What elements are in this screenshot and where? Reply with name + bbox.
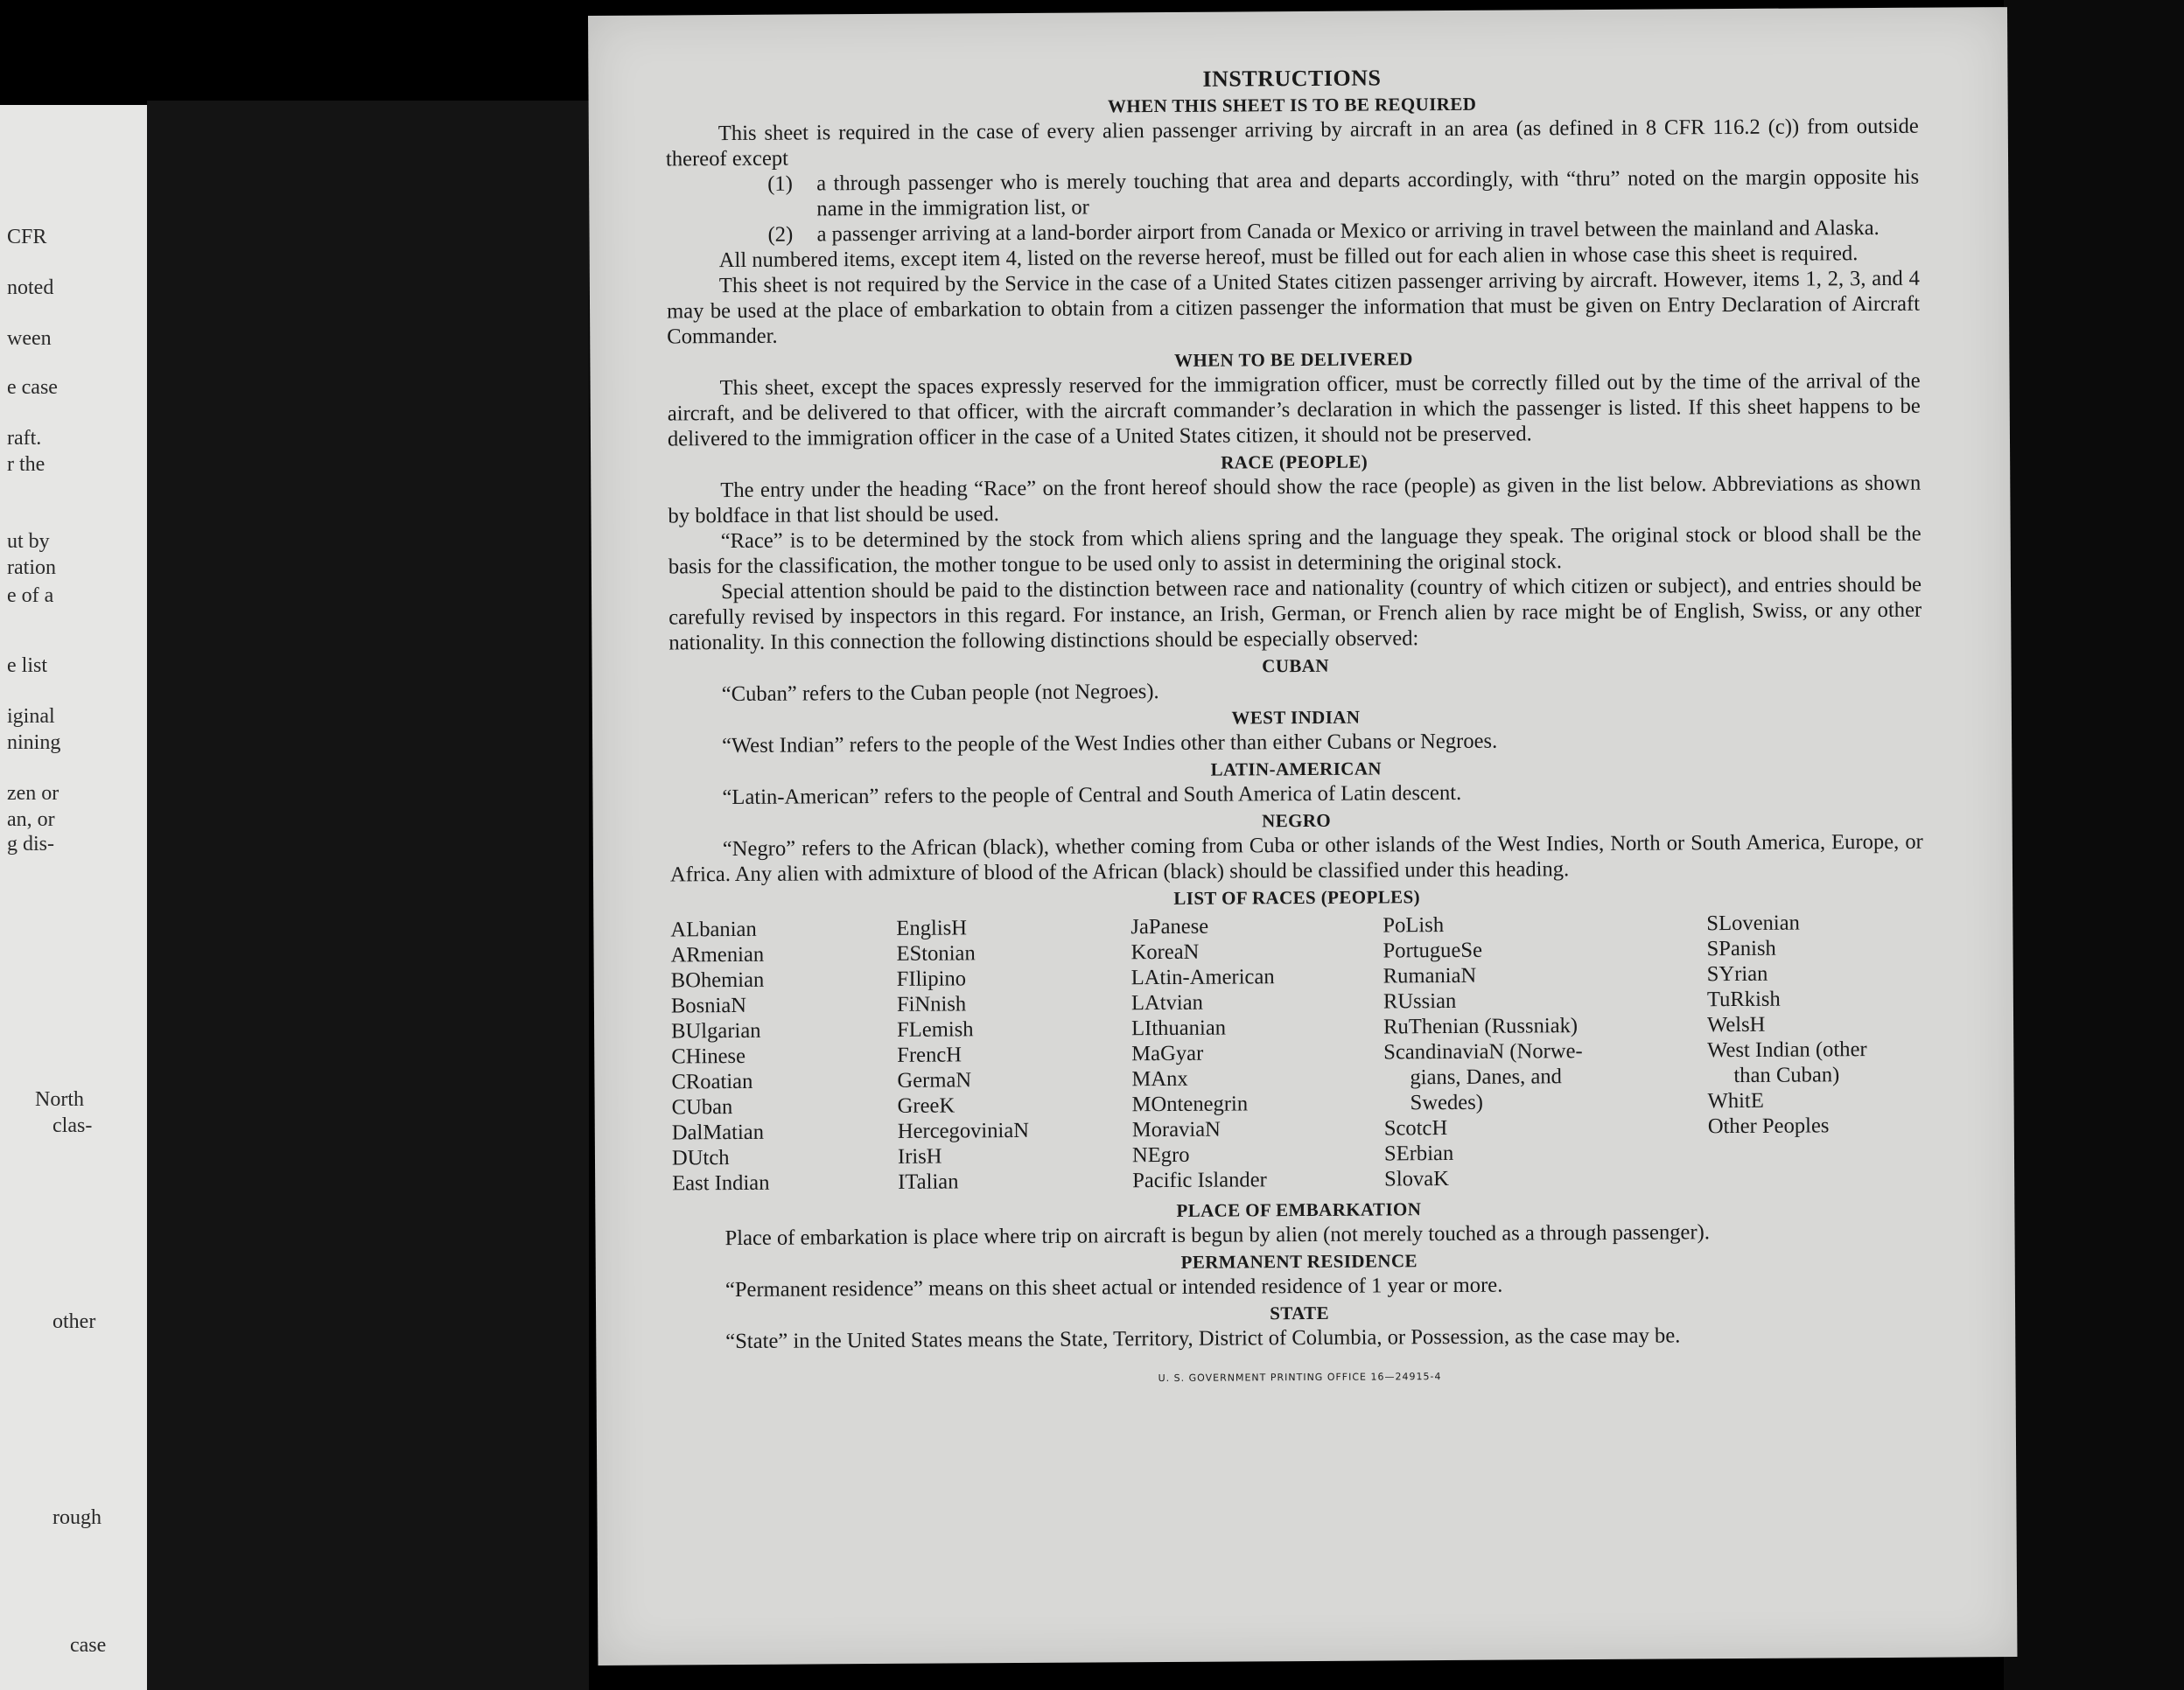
race-entry: Other Peoples	[1707, 1114, 1830, 1139]
race-entry: PoLish	[1382, 913, 1445, 938]
left-page-text-fragment: rough	[52, 1506, 102, 1529]
race-entry: West Indian (other	[1707, 1037, 1867, 1063]
races-column	[896, 914, 1132, 1195]
races-column	[1130, 912, 1384, 1193]
paragraph: “Permanent residence” means on this sheet actual or intended residence of 1 year or more.	[724, 1273, 1503, 1302]
section-heading: RACE (PEOPLE)	[1221, 450, 1368, 473]
race-entry: JaPanese	[1130, 914, 1209, 939]
races-column	[670, 916, 898, 1197]
left-page-text-fragment: e list	[7, 654, 47, 677]
race-entry: EStonian	[896, 941, 976, 966]
definition-heading: CUBAN	[1262, 654, 1329, 677]
paragraph: Special attention should be paid to the distinction between race and nationality (country of which citizen or subject), and entries should be carefully revised by inspectors in this regard. For instance, an Irish, German, or French alien by race might be of English, Swiss, or any other nationality. In this connection the following distinctions should be especially observed:	[668, 572, 1922, 655]
left-page-text-fragment: raft.	[7, 427, 42, 450]
race-entry: EnglisH	[896, 916, 968, 940]
race-entry: MAnx	[1131, 1066, 1188, 1092]
race-entry: LAtin-American	[1130, 965, 1275, 990]
left-page-text-fragment: e of a	[7, 584, 54, 607]
definition-text: “Negro” refers to the African (black), whether coming from Cuba or other islands of the West Indies, North or South America, Europe, or Africa. Any alien with admixture of blood of the African (black) should be classified under this heading.	[669, 829, 1923, 887]
left-page-text-fragment: g dis-	[7, 833, 54, 855]
race-entry: ScotcH	[1383, 1116, 1448, 1141]
race-entry: GermaN	[897, 1068, 972, 1093]
left-page-text-fragment: zen or	[7, 782, 60, 805]
section-heading: WHEN TO BE DELIVERED	[1173, 348, 1413, 371]
race-entry: SLovenian	[1706, 911, 1801, 936]
race-entry: DUtch	[671, 1146, 730, 1170]
race-entry: LAtvian	[1130, 990, 1203, 1016]
section-heading: PERMANENT RESIDENCE	[1180, 1250, 1418, 1273]
page-title: INSTRUCTIONS	[1202, 65, 1382, 92]
races-column	[1706, 910, 1925, 1191]
definition-heading: WEST INDIAN	[1231, 706, 1361, 729]
race-entry: RumaniaN	[1382, 963, 1477, 988]
race-entry: NEgro	[1131, 1142, 1190, 1168]
paragraph: This sheet, except the spaces expressly reserved for the immigration officer, must be correctly filled out by the time of the arrival of the aircraft, and be delivered to that officer, with the aircraft commander’s declaration in which the passenger is listed. If this sheet happens to be delivered to the immigration officer in the case of a United States citizen, it should not be preserved.	[667, 368, 1921, 451]
race-entry: East Indian	[672, 1170, 770, 1196]
left-page-text-fragment: an, or	[7, 808, 55, 831]
race-entry: BUlgarian	[671, 1018, 761, 1044]
paragraph: This sheet is required in the case of every alien passenger arriving by aircraft in an area (as defined in 8 CFR 116.2 (c)) from outside thereof except	[665, 114, 1919, 171]
definition-text: “West Indian” refers to the people of the West Indies other than either Cubans or Negroes.	[722, 729, 1498, 758]
race-entry: ARmenian	[670, 942, 765, 967]
left-page-text-fragment: CFR	[7, 226, 47, 248]
left-page-text-fragment: r the	[7, 453, 46, 476]
paragraph: “Race” is to be determined by the stock from which aliens spring and the language they speak. The original stock or blood shall be the basis for the classification, the mother tongue to be used only to assist in determining the original stock.	[668, 521, 1922, 579]
race-entry: HercegoviniaN	[897, 1118, 1030, 1143]
left-page-text-fragment: case	[70, 1634, 107, 1657]
race-entry: SPanish	[1706, 936, 1776, 961]
left-page-text-fragment: other	[52, 1310, 96, 1333]
left-page-text-fragment: noted	[7, 276, 54, 299]
section-heading: PLACE OF EMBARKATION	[1176, 1198, 1422, 1221]
race-entry: GreeK	[897, 1093, 956, 1118]
left-page-text-fragment: North	[35, 1088, 84, 1111]
race-entry: WhitE	[1707, 1088, 1764, 1114]
left-page-text-fragment: nining	[7, 731, 61, 754]
race-entry: CHinese	[671, 1044, 746, 1069]
printer-imprint: U. S. GOVERNMENT PRINTING OFFICE 16—24915-4	[1158, 1371, 1442, 1385]
race-entry: MOntenegrin	[1131, 1092, 1249, 1117]
race-entry: ITalian	[898, 1170, 959, 1194]
race-entry: MoraviaN	[1131, 1117, 1221, 1142]
race-entry: Pacific Islander	[1132, 1168, 1267, 1193]
race-entry: SErbian	[1383, 1141, 1454, 1166]
page-content	[665, 62, 1926, 1394]
exception-item: (2) a passenger arriving at a land-border airport from Canada or Mexico or arriving in travel between the mainland and Alaska.	[767, 215, 1880, 247]
definition-text: “Latin-American” refers to the people of Central and South America of Latin descent.	[722, 780, 1462, 810]
races-list	[670, 910, 1925, 1197]
instruction-page	[588, 7, 2017, 1666]
definition-heading: LATIN-AMERICAN	[1210, 758, 1382, 780]
paragraph: The entry under the heading “Race” on the front hereof should show the race (people) as given in the list below. Abbreviations as shown by boldface in that list should be used.	[668, 471, 1922, 528]
race-entry: FrencH	[897, 1043, 962, 1067]
race-entry: PortugueSe	[1382, 938, 1483, 963]
race-entry: gians, Danes, and	[1410, 1065, 1562, 1090]
race-entry: SYrian	[1706, 961, 1768, 987]
race-entry: ScandinaviaN (Norwe-	[1383, 1039, 1583, 1065]
exception-item: (1) a through passenger who is merely touching that area and departs accordingly, with “thru” noted on the margin opposite his name in the immigration list, or	[767, 164, 1920, 221]
race-entry: FLemish	[897, 1017, 974, 1042]
race-entry: FiNnish	[896, 992, 967, 1016]
section-heading: STATE	[1270, 1302, 1330, 1324]
definition-heading: NEGRO	[1262, 809, 1332, 832]
race-entry: RuThenian (Russniak)	[1382, 1014, 1578, 1039]
race-entry: CRoatian	[671, 1069, 753, 1094]
race-entry: BosniaN	[670, 993, 747, 1018]
dark-background	[147, 101, 589, 1690]
race-entry: LIthuanian	[1131, 1016, 1227, 1041]
race-entry: ALbanian	[670, 917, 757, 942]
races-heading: LIST OF RACES (PEOPLES)	[1173, 886, 1421, 909]
race-entry: Swedes)	[1410, 1090, 1484, 1115]
race-entry: IrisH	[897, 1144, 942, 1169]
race-entry: than Cuban)	[1733, 1063, 1840, 1088]
race-entry: FIlipino	[896, 967, 967, 991]
paragraph: All numbered items, except item 4, listed on the reverse hereof, must be filled out for each alien in whose case this sheet is required.	[718, 241, 1858, 273]
race-entry: SlovaK	[1384, 1167, 1450, 1191]
race-entry: WelsH	[1706, 1012, 1766, 1037]
section-heading: WHEN THIS SHEET IS TO BE REQUIRED	[1107, 93, 1477, 117]
left-page-text-fragment: e case	[7, 376, 58, 399]
race-entry: TuRkish	[1706, 987, 1781, 1012]
left-page-text-fragment: clas-	[52, 1114, 93, 1137]
paragraph: Place of embarkation is place where trip on aircraft is begun by alien (not merely touched as a through passenger).	[724, 1220, 1711, 1251]
left-page-text-fragment: iginal	[7, 705, 55, 728]
left-page-text-fragment: ween	[7, 327, 52, 350]
paragraph: This sheet is not required by the Service in the case of a United States citizen passenger arriving by aircraft. However, items 1, 2, 3, and 4 may be used at the place of embarkation to obtain from a citizen passenger the information that must be given on Entry Declaration of Aircraft Commander.	[666, 266, 1921, 349]
left-page-text-fragment: ration	[7, 556, 56, 579]
races-column	[1382, 911, 1708, 1191]
race-entry: BOhemian	[670, 967, 765, 993]
definition-text: “Cuban” refers to the Cuban people (not Negroes).	[721, 680, 1159, 707]
race-entry: RUssian	[1382, 988, 1457, 1014]
race-entry: KoreaN	[1130, 939, 1200, 965]
race-entry: DalMatian	[671, 1120, 765, 1145]
left-page-text-fragment: ut by	[7, 530, 50, 553]
race-entry: CUban	[671, 1095, 733, 1120]
paragraph: “State” in the United States means the State, Territory, District of Columbia, or Possession, as the case may be.	[725, 1323, 1681, 1354]
race-entry: MaGyar	[1131, 1041, 1204, 1066]
right-dark-edge	[2004, 0, 2184, 1690]
